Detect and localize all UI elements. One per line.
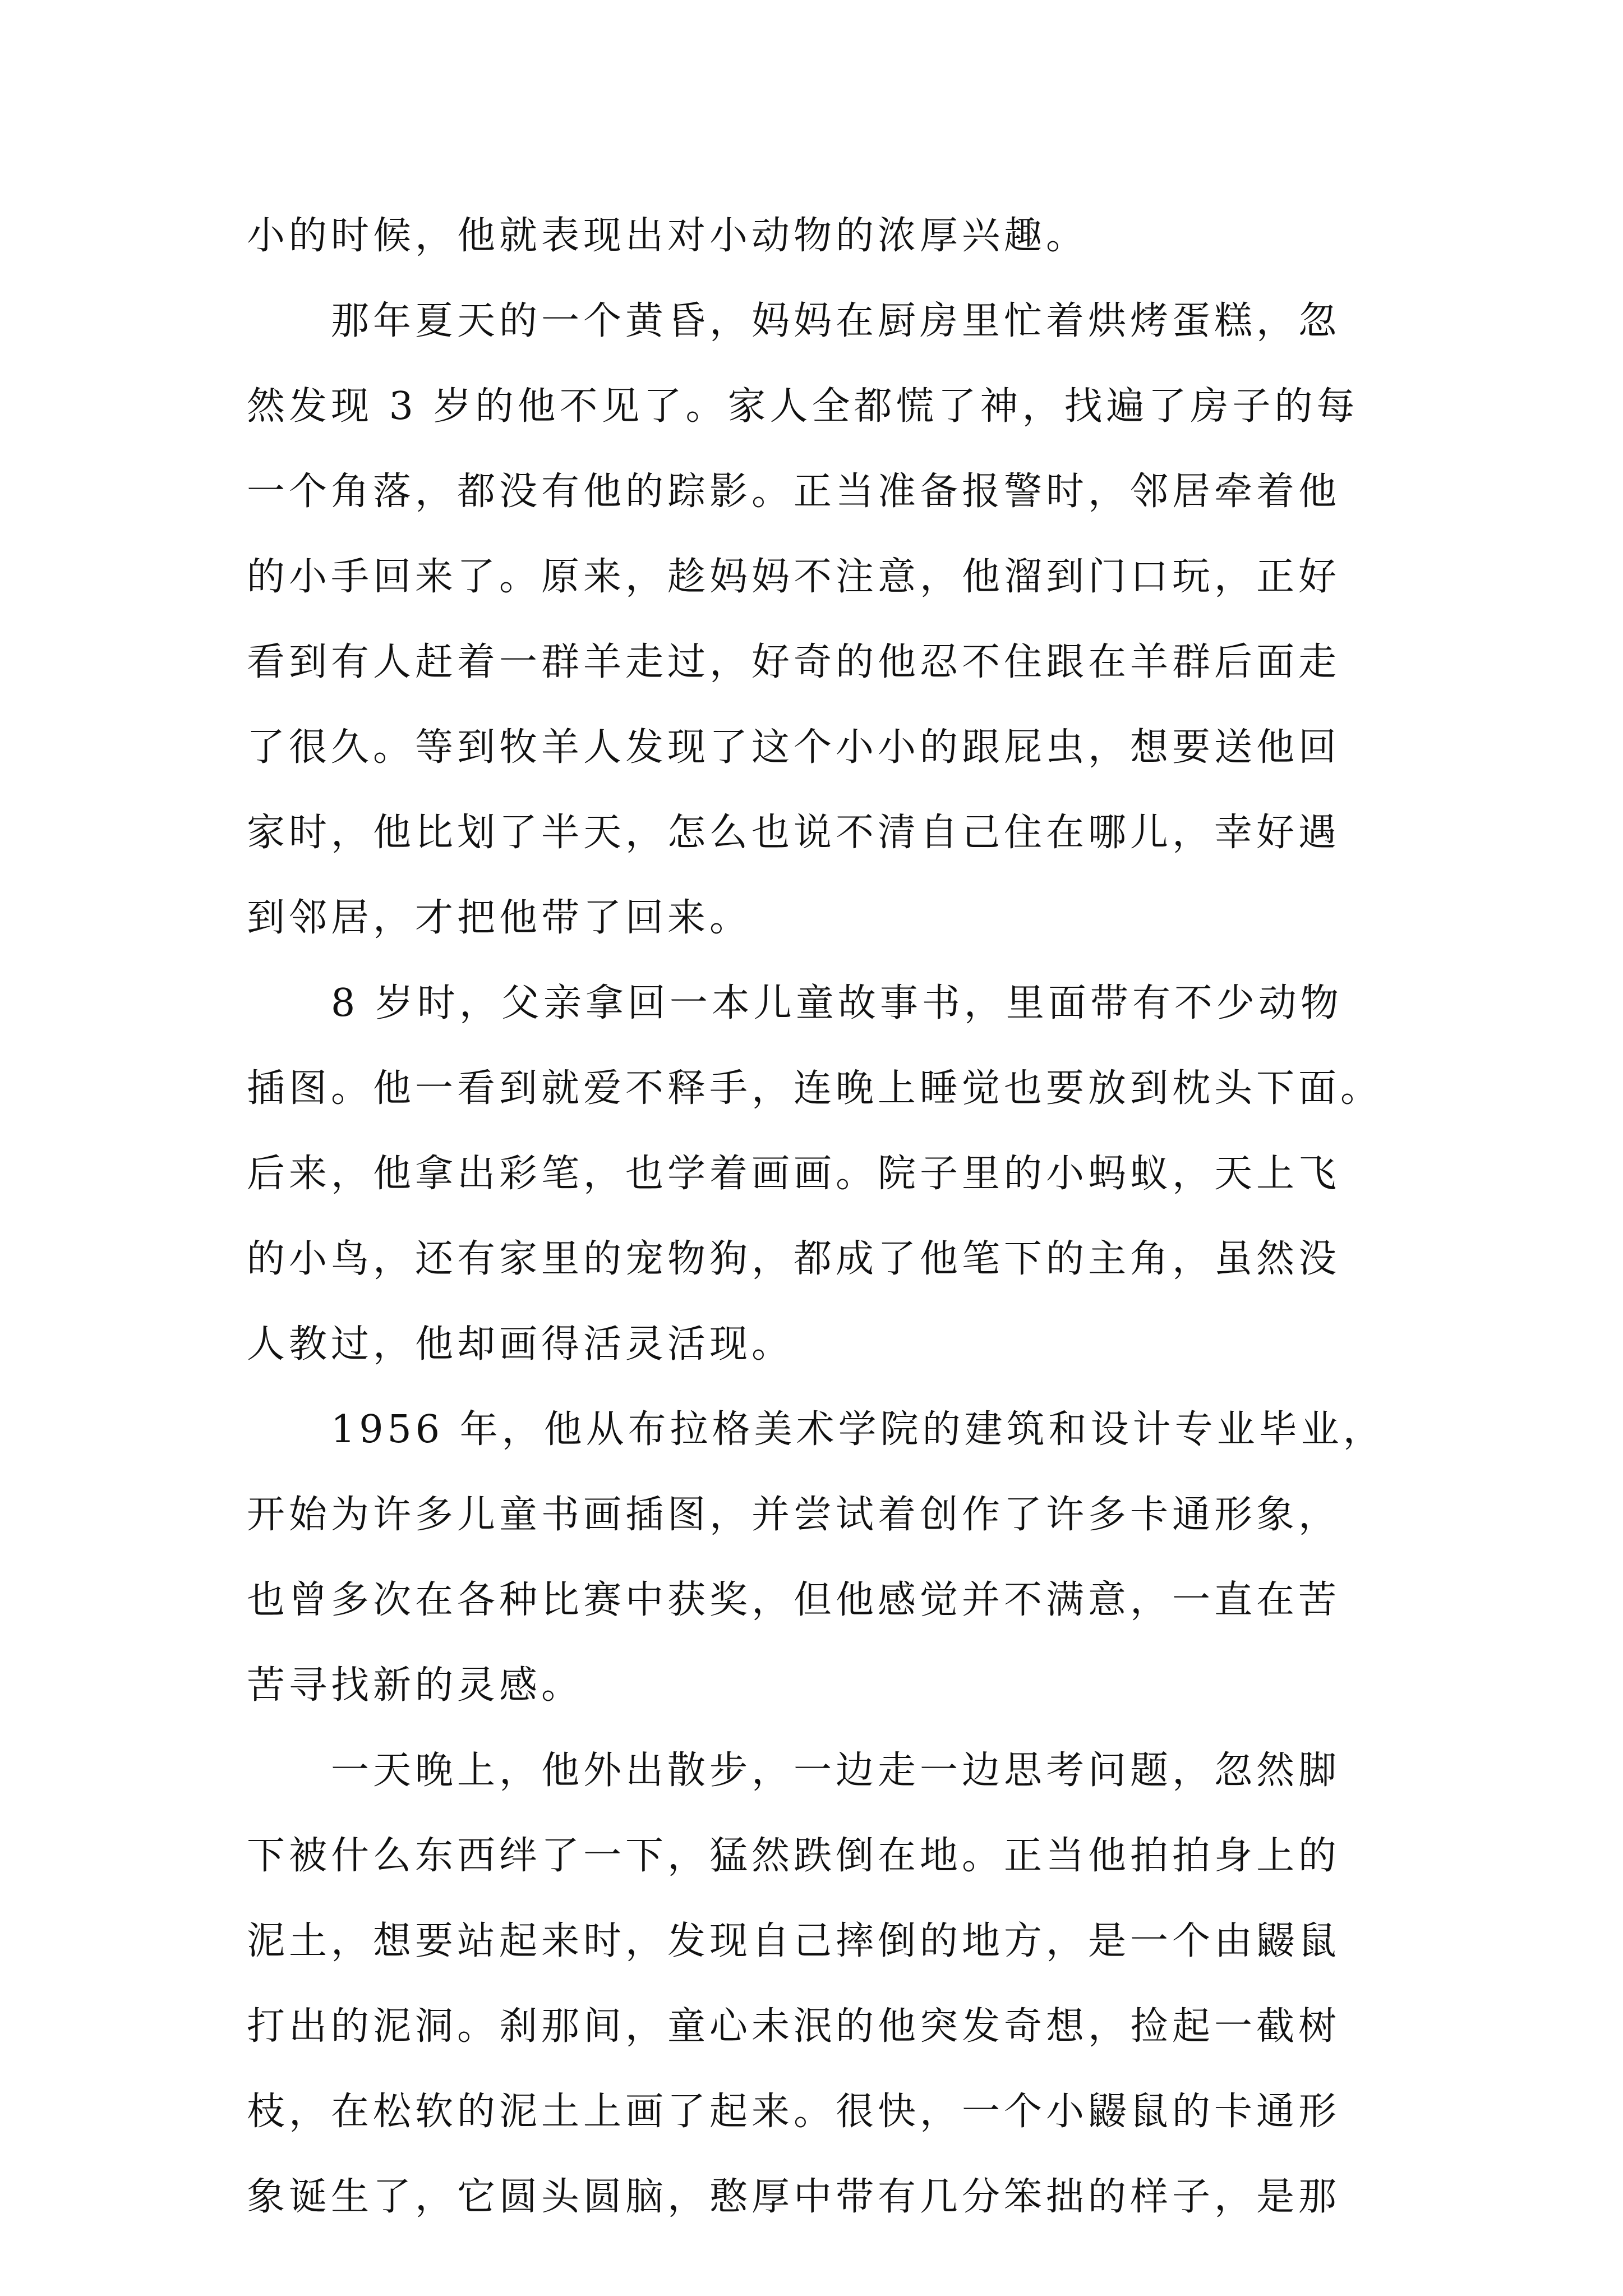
text-line: 插图。他一看到就爱不释手，连晚上睡觉也要放到枕头下面。 — [247, 1066, 1383, 1111]
text-line: 小的时候，他就表现出对小动物的浓厚兴趣。 — [247, 214, 1089, 258]
body-text — [247, 194, 1391, 2240]
text-line: 人教过，他却画得活灵活现。 — [247, 1322, 794, 1366]
text-line: 然发现 3 岁的他不见了。家人全都慌了神，找遍了房子的每 — [247, 384, 1359, 429]
text-line: 泥土，想要站起来时，发现自己摔倒的地方，是一个由鼹鼠 — [247, 1919, 1341, 1963]
text-line: 看到有人赶着一群羊走过，好奇的他忍不住跟在羊群后面走 — [247, 640, 1341, 684]
text-line: 枝，在松软的泥土上画了起来。很快，一个小鼹鼠的卡通形 — [247, 2090, 1341, 2134]
text-line: 下被什么东西绊了一下，猛然跌倒在地。正当他拍拍身上的 — [247, 1834, 1341, 1878]
text-line: 开始为许多儿童书画插图，并尝试着创作了许多卡通形象， — [247, 1493, 1341, 1537]
text-line: 的小手回来了。原来，趁妈妈不注意，他溜到门口玩，正好 — [247, 555, 1341, 599]
text-line: 苦寻找新的灵感。 — [247, 1663, 584, 1708]
paragraph-start-line: 1956 年，他从布拉格美术学院的建筑和设计专业毕业， — [331, 1407, 1385, 1452]
text-line: 家时，他比划了半天，怎么也说不清自己住在哪儿，幸好遇 — [247, 811, 1341, 855]
text-line: 了很久。等到牧羊人发现了这个小小的跟屁虫，想要送他回 — [247, 725, 1341, 770]
text-line: 也曾多次在各种比赛中获奖，但他感觉并不满意，一直在苦 — [247, 1578, 1341, 1622]
text-line: 象诞生了，它圆头圆脑，憨厚中带有几分笨拙的样子，是那 — [247, 2175, 1341, 2219]
text-line: 后来，他拿出彩笔，也学着画画。院子里的小蚂蚁，天上飞 — [247, 1152, 1341, 1196]
text-line: 到邻居，才把他带了回来。 — [247, 896, 752, 940]
paragraph-start-line: 一天晚上，他外出散步，一边走一边思考问题，忽然脚 — [331, 1749, 1341, 1793]
paragraph-start-line: 那年夏天的一个黄昏，妈妈在厨房里忙着烘烤蛋糕，忽 — [331, 299, 1341, 343]
paragraph-start-line: 8 岁时，父亲拿回一本儿童故事书，里面带有不少动物 — [331, 981, 1343, 1025]
text-line: 一个角落，都没有他的踪影。正当准备报警时，邻居牵着他 — [247, 470, 1341, 514]
text-line: 的小鸟，还有家里的宠物狗，都成了他笔下的主角，虽然没 — [247, 1237, 1341, 1281]
text-line: 打出的泥洞。刹那间，童心未泯的他突发奇想，捡起一截树 — [247, 2004, 1341, 2049]
